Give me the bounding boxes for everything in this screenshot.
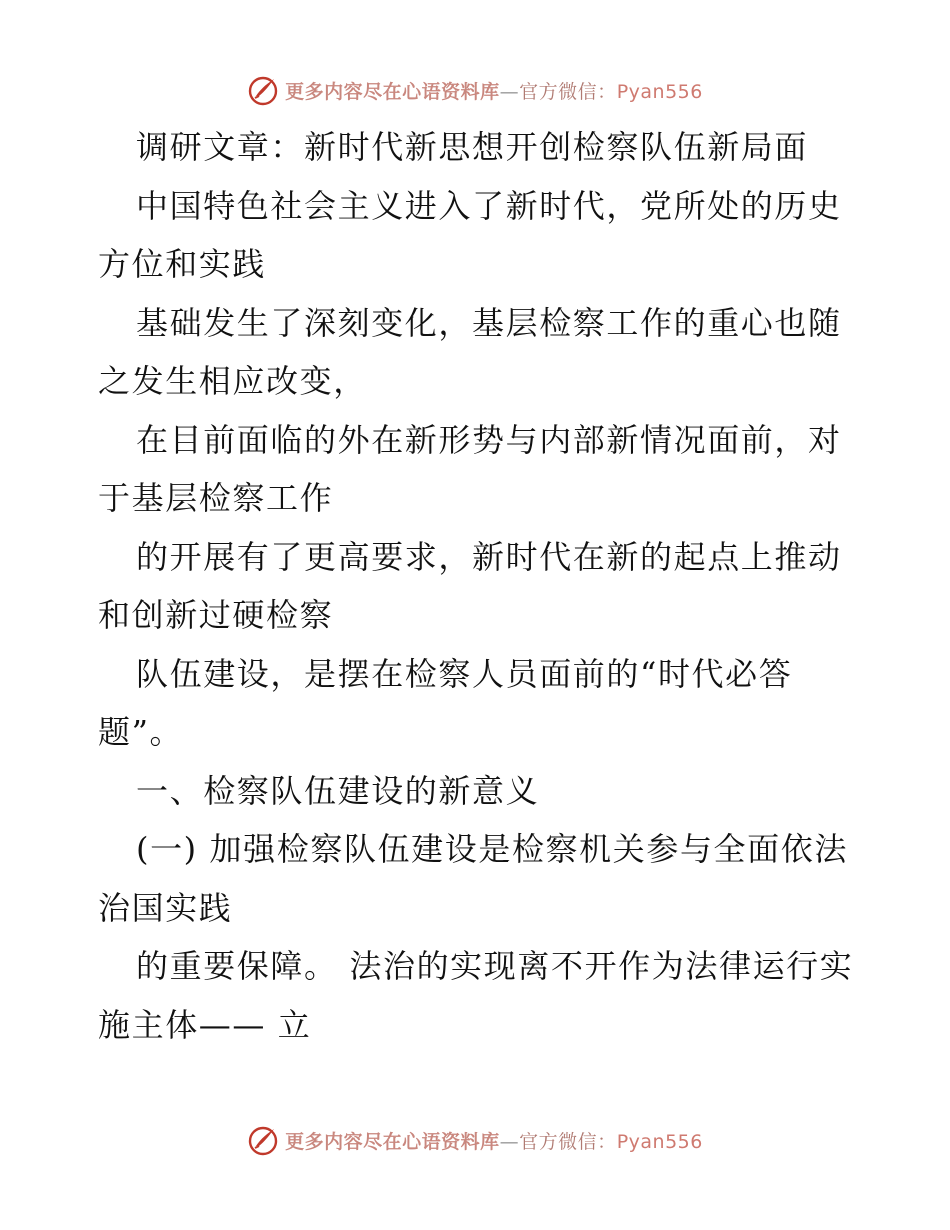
section-heading: 一、检察队伍建设的新意义	[136, 771, 540, 810]
watermark-wechat-id: Pyan556	[616, 1130, 703, 1153]
paragraph: 的开展有了更高要求，新时代在新的起点上推动和创新过硬检察	[98, 537, 842, 634]
watermark-separator: —	[499, 80, 520, 103]
document-title: 调研文章：新时代新思想开创检察队伍新局面	[136, 128, 809, 166]
paragraph: 在目前面临的外在新形势与内部新情况面前，对于基层检察工作	[98, 420, 842, 517]
watermark-site-text: 更多内容尽在心语资料库	[285, 1130, 500, 1153]
watermark-separator: —	[499, 1130, 520, 1153]
watermark-wechat-label: 官方微信：	[519, 1130, 617, 1153]
quill-logo-icon	[247, 74, 279, 106]
footer-watermark	[0, 1120, 950, 1160]
paragraph: 队伍建设，是摆在检察人员面前的“时代必答题”。	[98, 654, 793, 751]
document-body	[98, 118, 854, 1054]
paragraph: (一) 加强检察队伍建设是检察机关参与全面依法治国实践	[98, 830, 848, 927]
paragraph: 中国特色社会主义进入了新时代，党所处的历史方位和实践	[98, 186, 842, 283]
watermark-wechat-label: 官方微信：	[519, 80, 617, 103]
paragraph: 的重要保障。 法治的实现离不开作为法律运行实施主体—— 立	[98, 947, 854, 1044]
watermark-site-text: 更多内容尽在心语资料库	[285, 80, 500, 103]
watermark-text	[285, 1127, 703, 1154]
watermark-wechat-id: Pyan556	[616, 80, 703, 103]
paragraph: 基础发生了深刻变化，基层检察工作的重心也随之发生相应改变，	[98, 303, 842, 400]
watermark-text	[285, 77, 703, 104]
quill-logo-icon	[247, 1124, 279, 1156]
header-watermark	[0, 70, 950, 110]
